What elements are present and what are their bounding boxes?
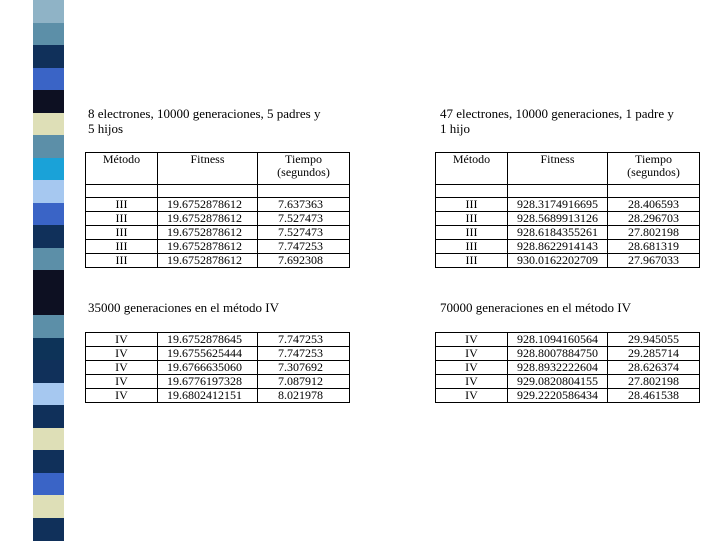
table-row — [436, 240, 700, 254]
cell-time: 7.747253 — [258, 347, 350, 361]
cell-time: 27.802198 — [608, 226, 700, 240]
cell-fitness: 929.2220586434 — [508, 389, 608, 403]
table-spacer-row — [86, 185, 350, 198]
right-heading-line2: 1 hijo — [440, 121, 470, 136]
left-results-table-iii — [85, 152, 350, 268]
cell-method: III — [436, 198, 508, 212]
header-method: Método — [436, 153, 508, 185]
cell-method: III — [436, 212, 508, 226]
left-panel — [88, 106, 353, 136]
table-row — [86, 212, 350, 226]
cell-time: 7.747253 — [258, 240, 350, 254]
decorative-stripe — [33, 495, 64, 518]
table-spacer-row — [436, 185, 700, 198]
right-panel — [440, 106, 705, 136]
cell-method: III — [86, 212, 158, 226]
table-row — [86, 254, 350, 268]
cell-time: 7.527473 — [258, 226, 350, 240]
table-row — [86, 375, 350, 389]
table-row — [436, 375, 700, 389]
cell-time: 7.637363 — [258, 198, 350, 212]
cell-fitness: 928.5689913126 — [508, 212, 608, 226]
left-heading-line2: 5 hijos — [88, 121, 124, 136]
cell-method: IV — [86, 361, 158, 375]
cell-time: 29.285714 — [608, 347, 700, 361]
cell-method: IV — [436, 361, 508, 375]
decorative-stripe — [33, 383, 64, 406]
table-row — [86, 198, 350, 212]
cell-time: 28.296703 — [608, 212, 700, 226]
table-header-row — [436, 153, 700, 185]
cell-fitness: 930.0162202709 — [508, 254, 608, 268]
table-row — [86, 389, 350, 403]
cell-time: 28.461538 — [608, 389, 700, 403]
cell-fitness: 19.6752878645 — [158, 333, 258, 347]
cell-method: III — [86, 254, 158, 268]
decorative-stripe — [33, 90, 64, 113]
cell-fitness: 19.6802412151 — [158, 389, 258, 403]
cell-fitness: 19.6752878612 — [158, 198, 258, 212]
decorative-stripe — [33, 450, 64, 473]
decorative-stripe — [33, 428, 64, 451]
cell-time: 27.802198 — [608, 375, 700, 389]
cell-fitness: 19.6776197328 — [158, 375, 258, 389]
cell-fitness: 928.3174916695 — [508, 198, 608, 212]
right-heading — [440, 106, 705, 136]
decorative-stripe — [33, 315, 64, 338]
table-row — [86, 240, 350, 254]
cell-time: 7.087912 — [258, 375, 350, 389]
decorative-stripe — [33, 203, 64, 226]
cell-method: III — [86, 240, 158, 254]
decorative-stripe — [33, 405, 64, 428]
left-heading — [88, 106, 353, 136]
header-fitness: Fitness — [508, 153, 608, 185]
cell-time: 29.945055 — [608, 333, 700, 347]
decorative-stripe — [33, 270, 64, 293]
left-results-table-iv — [85, 332, 350, 403]
table-row — [86, 333, 350, 347]
right-subheading: 70000 generaciones en el método IV — [440, 300, 631, 315]
decorative-stripe — [33, 338, 64, 361]
cell-time: 28.681319 — [608, 240, 700, 254]
cell-time: 8.021978 — [258, 389, 350, 403]
cell-method: IV — [86, 389, 158, 403]
cell-fitness: 19.6752878612 — [158, 226, 258, 240]
decorative-stripe — [33, 0, 64, 23]
cell-fitness: 928.8932222604 — [508, 361, 608, 375]
cell-time: 28.406593 — [608, 198, 700, 212]
decorative-stripe — [33, 113, 64, 136]
table-row — [86, 361, 350, 375]
header-time-line1: Tiempo — [635, 152, 672, 166]
cell-method: IV — [436, 389, 508, 403]
header-time-line2: (segundos) — [627, 165, 680, 179]
decorative-stripe — [33, 45, 64, 68]
table-header-row — [86, 153, 350, 185]
cell-fitness: 928.8622914143 — [508, 240, 608, 254]
decorative-stripe — [33, 293, 64, 316]
cell-time: 7.747253 — [258, 333, 350, 347]
table-row — [436, 254, 700, 268]
cell-method: III — [436, 254, 508, 268]
cell-fitness: 928.1094160564 — [508, 333, 608, 347]
right-results-table-iv — [435, 332, 700, 403]
right-results-table-iii — [435, 152, 700, 268]
cell-method: III — [86, 226, 158, 240]
header-time-line2: (segundos) — [277, 165, 330, 179]
cell-fitness: 19.6755625444 — [158, 347, 258, 361]
cell-fitness: 19.6766635060 — [158, 361, 258, 375]
cell-method: IV — [436, 347, 508, 361]
cell-fitness: 19.6752878612 — [158, 240, 258, 254]
cell-method: IV — [86, 347, 158, 361]
table-row — [436, 226, 700, 240]
table-row — [436, 361, 700, 375]
cell-time: 7.692308 — [258, 254, 350, 268]
decorative-stripe — [33, 225, 64, 248]
right-heading-line1: 47 electrones, 10000 generaciones, 1 padre y — [440, 106, 674, 121]
decorative-stripe — [33, 158, 64, 181]
decorative-stripe — [33, 518, 64, 541]
decorative-stripe — [33, 180, 64, 203]
header-time — [258, 153, 350, 185]
cell-fitness: 928.8007884750 — [508, 347, 608, 361]
header-time-line1: Tiempo — [285, 152, 322, 166]
table-row — [436, 333, 700, 347]
cell-time: 28.626374 — [608, 361, 700, 375]
decorative-stripe-bar — [33, 0, 64, 540]
table-row — [436, 212, 700, 226]
decorative-stripe — [33, 135, 64, 158]
cell-method: IV — [436, 333, 508, 347]
table-row — [436, 347, 700, 361]
decorative-stripe — [33, 248, 64, 271]
decorative-stripe — [33, 360, 64, 383]
header-time — [608, 153, 700, 185]
cell-fitness: 929.0820804155 — [508, 375, 608, 389]
left-heading-line1: 8 electrones, 10000 generaciones, 5 padres y — [88, 106, 321, 121]
cell-method: IV — [436, 375, 508, 389]
table-row — [436, 389, 700, 403]
table-row — [436, 198, 700, 212]
cell-method: III — [436, 240, 508, 254]
left-subheading: 35000 generaciones en el método IV — [88, 300, 279, 315]
header-method: Método — [86, 153, 158, 185]
header-fitness: Fitness — [158, 153, 258, 185]
cell-time: 27.967033 — [608, 254, 700, 268]
cell-method: IV — [86, 333, 158, 347]
cell-method: IV — [86, 375, 158, 389]
cell-time: 7.307692 — [258, 361, 350, 375]
table-row — [86, 226, 350, 240]
cell-fitness: 19.6752878612 — [158, 212, 258, 226]
cell-method: III — [86, 198, 158, 212]
cell-method: III — [436, 226, 508, 240]
cell-time: 7.527473 — [258, 212, 350, 226]
decorative-stripe — [33, 23, 64, 46]
decorative-stripe — [33, 473, 64, 496]
cell-fitness: 928.6184355261 — [508, 226, 608, 240]
decorative-stripe — [33, 68, 64, 91]
table-row — [86, 347, 350, 361]
cell-fitness: 19.6752878612 — [158, 254, 258, 268]
